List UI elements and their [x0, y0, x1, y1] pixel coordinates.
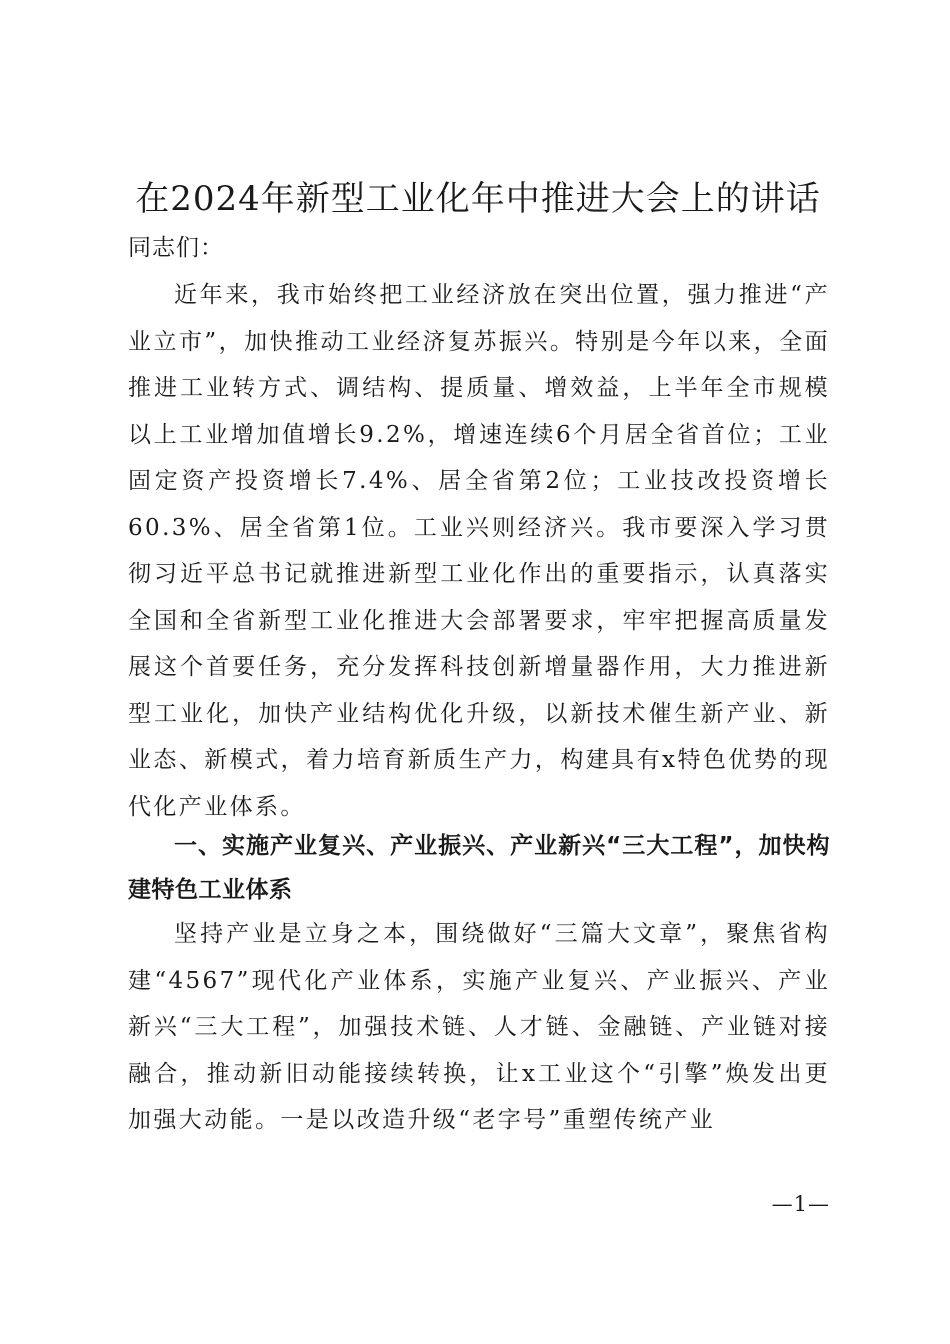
body-paragraph-1: 近年来，我市始终把工业经济放在突出位置，强力推进“产业立市”，加快推动工业经济复苏振兴。特别是今年以来，全面推进工业转方式、调结构、提质量、增效益，上半年全市规模以上工业增加值增长9.2%，增速连续6个月居全省首位；工业固定资产投资增长7.4%、居全省第2位；工业技改投资增长60.3%、居全省第1位。工业兴则经济兴。我市要深入学习贯彻习近平总书记就推进新型工业化作出的重要指示，认真落实全国和全省新型工业化推进大会部署要求，牢牢把握高质量发展这个首要任务，充分发挥科技创新增量器作用，大力推进新型工业化，加快产业结构优化升级，以新技术催生新产业、新业态、新模式，着力培育新质生产力，构建具有x特色优势的现代化产业体系。 [128, 282, 830, 820]
section-heading-1: 一、实施产业复兴、产业振兴、产业新兴“三大工程”，加快构建特色工业体系 [128, 833, 830, 903]
document-title: 在2024年新型工业化年中推进大会上的讲话 [135, 179, 821, 219]
page-number: —1— [771, 1192, 830, 1216]
greeting: 同志们： [128, 235, 224, 261]
body-paragraph-2: 坚持产业是立身之本，围绕做好“三篇大文章”，聚焦省构建“4567”现代化产业体系，实施产业复兴、产业振兴、产业新兴“三大工程”，加强技术链、人才链、金融链、产业链对接融合，推动新旧动能接续转换，让x工业这个“引擎”焕发出更加强大动能。一是以改造升级“老字号”重塑传统产业 [128, 921, 830, 1133]
